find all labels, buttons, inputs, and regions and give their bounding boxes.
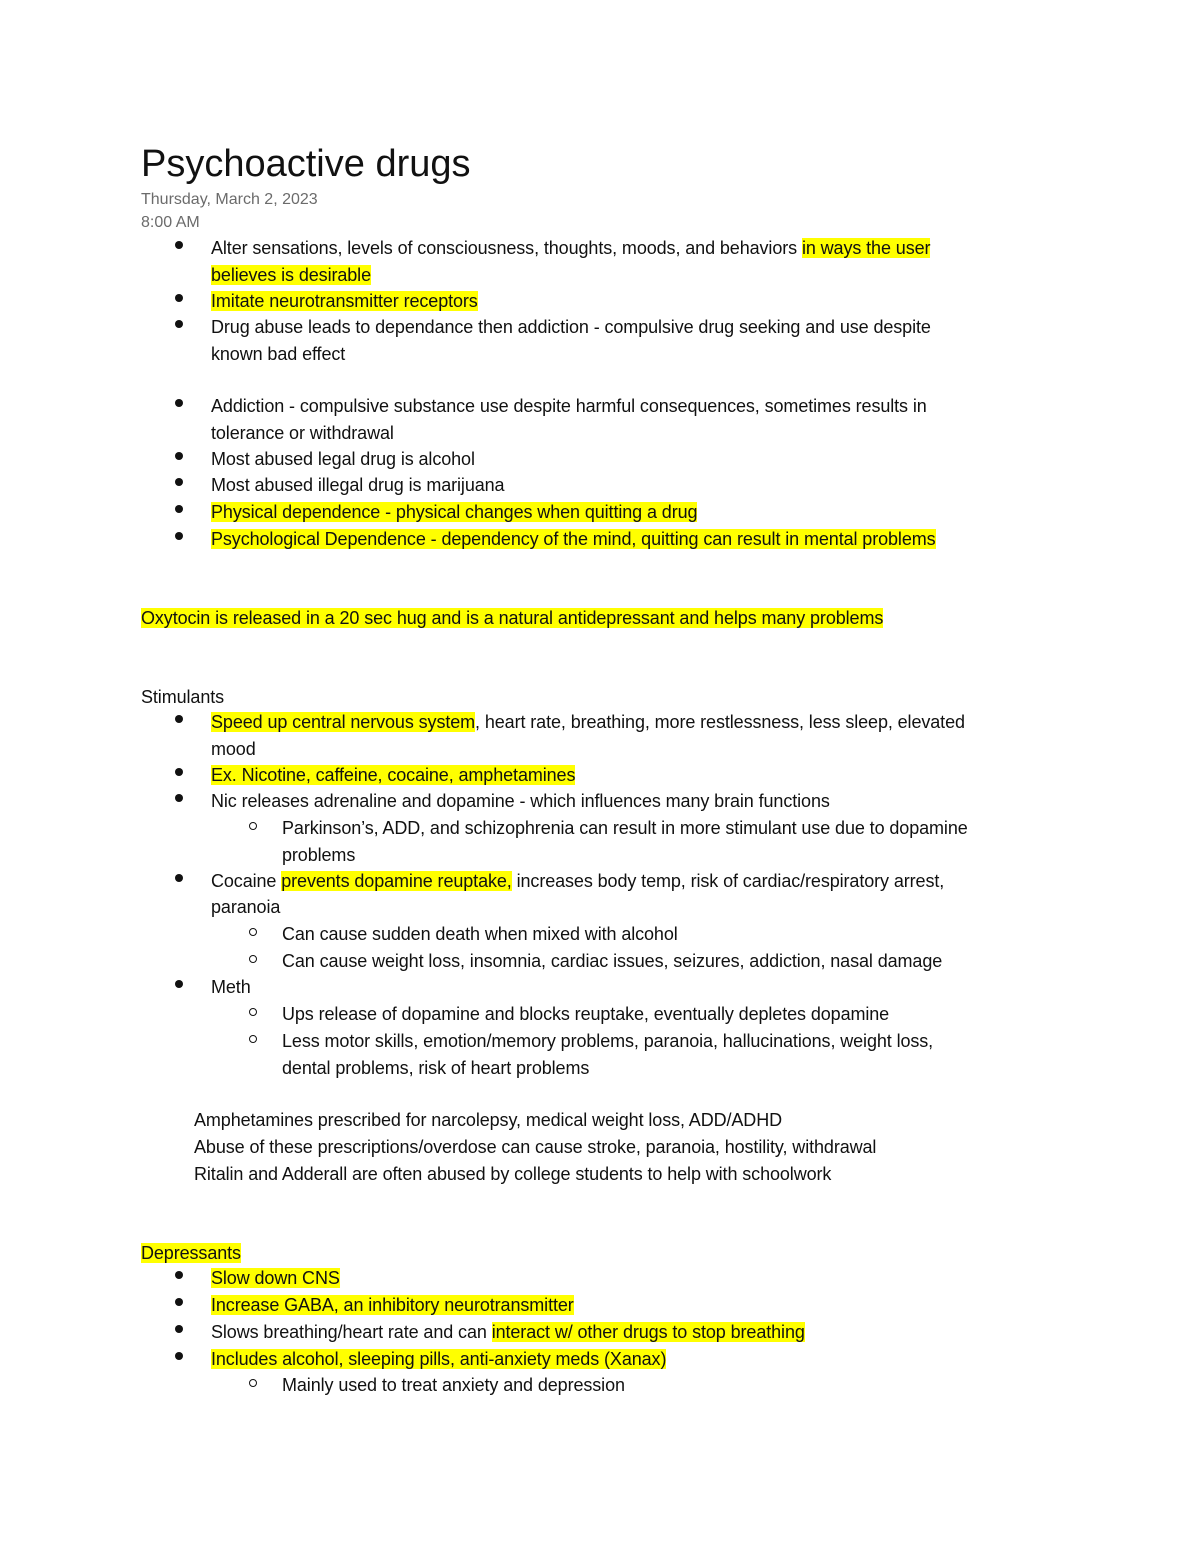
page-time: 8:00 AM [141,214,200,231]
list-item-text: , heart rate, breathing, more restlessness, less sleep, elevated [475,712,965,732]
sub-list-item: Ups release of dopamine and blocks reuptake, eventually depletes dopamine [282,1004,890,1024]
list-item-continuation: tolerance or withdrawal [211,423,394,443]
bullet-dot [175,1271,183,1279]
bullet-dot [175,874,183,882]
paragraph-line: Amphetamines prescribed for narcolepsy, medical weight loss, ADD/ADHD [194,1110,783,1130]
bullet-dot [175,980,183,988]
list-item-text: Alter sensations, levels of consciousness, thoughts, moods, and behaviors [211,238,802,258]
bullet-dot [175,715,183,723]
list-item: Addiction - compulsive substance use despite harmful consequences, sometimes results in [211,396,927,416]
sub-bullet-circle [249,928,257,936]
sub-list-item-continuation: dental problems, risk of heart problems [282,1058,590,1078]
list-item-continuation: paranoia [211,897,281,917]
list-item-text: increases body temp, risk of cardiac/respiratory arrest, [511,871,945,891]
list-item-continuation: known bad effect [211,344,346,364]
bullet-dot [175,505,183,513]
bullet-dot [175,1352,183,1360]
sub-list-item: Parkinson’s, ADD, and schizophrenia can result in more stimulant use due to dopamine [282,818,968,838]
page-title: Psychoactive drugs [141,143,471,185]
bullet-dot [175,241,183,249]
sub-list-item: Can cause sudden death when mixed with alcohol [282,924,678,944]
paragraph-line: Ritalin and Adderall are often abused by college students to help with schoolwork [194,1164,832,1184]
list-item-continuation: mood [211,739,256,759]
highlighted-text: Imitate neurotransmitter receptors [211,291,478,311]
list-item [211,1292,574,1319]
highlighted-text: Psychological Dependence - dependency of the mind, quitting can result in mental problems [211,529,936,549]
highlighted-text: Depressants [141,1243,241,1263]
bullet-dot [175,452,183,460]
list-item: Meth [211,977,251,997]
list-item [211,868,944,895]
bullet-dot [175,399,183,407]
paragraph-line: Abuse of these prescriptions/overdose can cause stroke, paranoia, hostility, withdrawal [194,1137,877,1157]
list-item-text: Slows breathing/heart rate and can [211,1322,492,1342]
list-item-continuation [211,262,371,289]
sub-list-item: Mainly used to treat anxiety and depression [282,1375,625,1395]
highlighted-text: Increase GABA, an inhibitory neurotransmitter [211,1295,574,1315]
list-item [211,235,930,262]
list-item-text: Cocaine [211,871,282,891]
bullet-dot [175,320,183,328]
highlighted-text: Includes alcohol, sleeping pills, anti-anxiety meds (Xanax) [211,1349,667,1369]
list-item [211,1265,340,1292]
highlighted-text: interact w/ other drugs to stop breathing [491,1322,805,1342]
list-item [211,288,478,315]
sub-list-item: Less motor skills, emotion/memory problems, paranoia, hallucinations, weight loss, [282,1031,934,1051]
list-item [211,526,936,553]
bullet-dot [175,478,183,486]
list-item [211,1346,666,1373]
sub-bullet-circle [249,822,257,830]
bullet-dot [175,294,183,302]
list-item: Most abused legal drug is alcohol [211,449,475,469]
highlighted-text: Slow down CNS [211,1268,340,1288]
sub-bullet-circle [249,1379,257,1387]
bullet-dot [175,1298,183,1306]
list-item [211,762,575,789]
sub-bullet-circle [249,1035,257,1043]
list-item [211,709,965,736]
page-date: Thursday, March 2, 2023 [141,191,318,208]
sub-list-item-continuation: problems [282,845,356,865]
highlighted-text: Oxytocin is released in a 20 sec hug and is a natural antidepressant and helps many problems [141,608,884,628]
section-heading-stimulants: Stimulants [141,687,225,707]
sub-bullet-circle [249,955,257,963]
list-item [211,499,697,526]
list-item: Drug abuse leads to dependance then addiction - compulsive drug seeking and use despite [211,317,931,337]
section-heading-depressants [141,1240,241,1267]
bullet-dot [175,532,183,540]
bullet-dot [175,1325,183,1333]
highlighted-text: believes is desirable [211,265,371,285]
list-item: Nic releases adrenaline and dopamine - which influences many brain functions [211,791,830,811]
bullet-dot [175,768,183,776]
highlighted-text: Physical dependence - physical changes when quitting a drug [211,502,698,522]
paragraph [141,605,883,632]
highlighted-text: Speed up central nervous system [211,712,476,732]
highlighted-text: in ways the user [801,238,931,258]
sub-list-item: Can cause weight loss, insomnia, cardiac issues, seizures, addiction, nasal damage [282,951,943,971]
list-item: Most abused illegal drug is marijuana [211,475,505,495]
list-item [211,1319,805,1346]
bullet-dot [175,794,183,802]
highlighted-text: prevents dopamine reuptake, [281,871,512,891]
highlighted-text: Ex. Nicotine, caffeine, cocaine, amphetamines [211,765,576,785]
sub-bullet-circle [249,1008,257,1016]
